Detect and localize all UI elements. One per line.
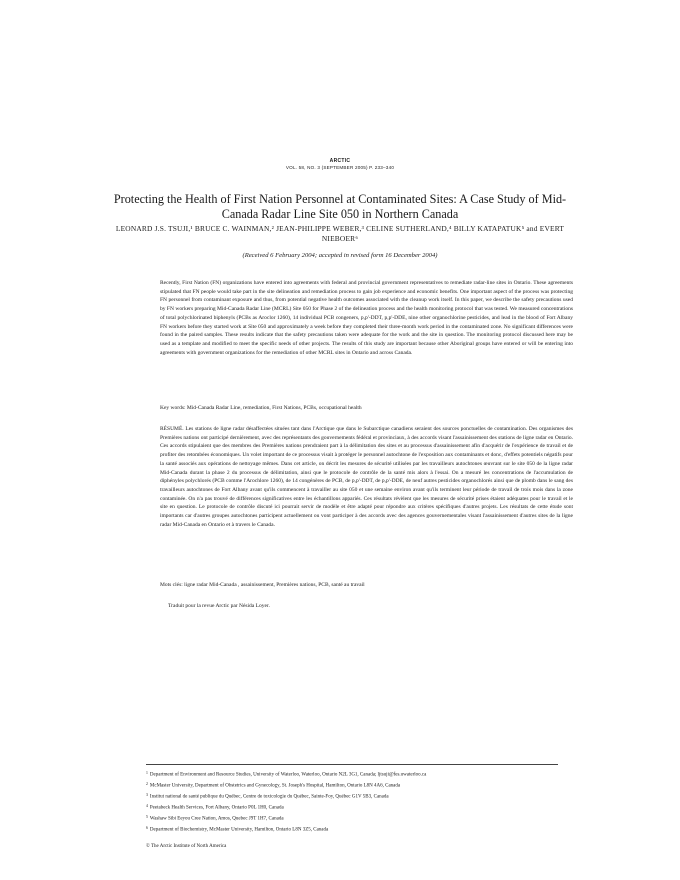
footnote-text: Institut national de santé publique du Québec, Centre de toxicologie du Québec, Sainte-Foy, Québec G1V 5B3, Canada (149, 794, 389, 800)
footnote-item (146, 802, 576, 813)
footnote-number: 1 (146, 771, 148, 775)
footnote-number: 6 (146, 825, 148, 830)
footnote-item (146, 824, 576, 835)
footnote-item (146, 780, 576, 791)
footnote-item (146, 813, 576, 824)
footnote-number: 5 (146, 814, 148, 819)
keywords: Key words: Mid-Canada Radar Line, remediation, First Nations, PCBs, occupational health (160, 405, 362, 411)
article-title: Protecting the Health of First Nation Personnel at Contaminated Sites: A Case Study of Mid-Canada Radar Line Site 050 in Northern Canada (113, 192, 567, 221)
translation-note: Traduit pour la revue Arctic par Nésida Loyer. (168, 603, 270, 609)
footnote-number: 4 (146, 803, 148, 808)
footnote-text: Peetabeck Health Services, Fort Albany, Ontario P0L 1H0, Canada (149, 805, 284, 811)
footnote-text: Washaw Sibi Eeyou Cree Nation, Amos, Quebec J9T 1H7, Canada (149, 816, 284, 822)
footnote-item (146, 791, 576, 802)
author-list: LEONARD J.S. TSUJI,¹ BRUCE C. WAINMAN,² JEAN-PHILIPPE WEBER,³ CELINE SUTHERLAND,⁴ BILLY KATAPATUK⁵ and EVERT NIEBOER⁶ (115, 224, 565, 243)
footnote-text: McMaster University, Department of Obstetrics and Gynecology, St. Joseph's Hospital, Hamilton, Ontario L8N 4A6, Canada (149, 783, 401, 789)
journal-name: ARCTIC (329, 158, 351, 164)
journal-volume: VOL. 58, NO. 3 (SEPTEMBER 2005) P. 233–340 (285, 165, 395, 170)
received-dates: (Received 6 February 2004; accepted in revised form 16 December 2004) (242, 252, 438, 259)
footnote-item (146, 769, 576, 780)
mots-cles: Mots clés: ligne radar Mid-Canada , assainissement, Premières nations, PCB, santé au travail (160, 582, 365, 588)
copyright-notice: © The Arctic Institute of North America (146, 844, 227, 849)
abstract: Recently, First Nation (FN) organizations have entered into agreements with federal and provincial government representatives to remediate radar-line sites in Ontario. These agreements stipulated that FN people would take part in the site delineation and remediation process to gain job experience and economic benefits. One important aspect of the process was protecting FN personnel from contaminant exposure and thus, from potential negative health outcomes associated with the cleanup work itself. In this paper, we describe the safety precautions used by FN workers preparing Mid-Canada Radar Line (MCRL) Site 050 for Phase 2 of the delineation process and the health monitoring protocol that was tested. We measured concentrations of total polychlorinated biphenyls (PCBs as Aroclor 1260), 14 individual PCB congeners, p,p'-DDT, p,p'-DDE, nine other organochlorine pesticides, and lead in the blood of Fort Albany FN workers before they started work at Site 050 and approximately a week before they completed their three-month work period in the contaminated zone. No significant differences were found in the paired samples. These results indicate that the safety precautions taken were adequate for the work and the site in question. The monitoring protocol discussed here may be used as a template and modified to meet the specific needs of other projects. The results of this study are important because other Aboriginal groups have entered or will be entering into agreements with government organizations for the remediation of other MCRL sites in Ontario and across Canada. (160, 280, 573, 356)
footnotes (146, 769, 576, 834)
resume-french: RÉSUMÉ. Les stations de ligne radar désaffectées situées tant dans l'Arctique que dans le Subarctique canadiens seraient des sources ponctuelles de contamination. Des organismes des Premières nations ont participé dernièrement, avec des représentants des gouvernements fédéral et provinciaux, à des accords visant l'assainissement des stations de ligne radar en Ontario. Ces accords stipulaient que des membres des Premières nations prendraient part à la délimitation des sites et au processus d'assainissement afin d'acquérir de l'expérience de travail et de profiter des retombées économiques. Un volet important de ce processus visait à protéger le personnel autochtone de l'exposition aux contaminants et donc, d'effets potentiels négatifs pour la santé associés aux opérations de nettoyage mêmes. Dans cet article, on décrit les mesures de sécurité utilisées par les travailleurs autochtones œuvrant sur le site 050 de la ligne radar Mid-Canada durant la phase 2 du processus de délimitation, ainsi que le protocole de contrôle de la santé mis alors à l'essai. On a mesuré les concentrations de l'accumulation de diphényles polychlorés (PCB comme l'Arochlore 1260), de 14 congénères de PCB, de p,p'-DDT, de p,p'-DDE, de neuf autres pesticides organochlorés ainsi que de plomb dans le sang des travailleurs autochtones de Fort Albany avant qu'ils commencent à travailler au site 050 et une semaine environ avant qu'ils terminent leur période de travail de trois mois dans la zone contaminée. On n'a pas trouvé de différences significatives entre les échantillons appariés. Ces résultats révèlent que les mesures de sécurité prises étaient adéquates pour le travail et le site en question. Le protocole de contrôle discuté ici pourrait servir de modèle et être adapté pour répondre aux critères spécifiques d'autres projets. Les résultats de cette étude sont importants car d'autres groupes autochtones participent actuellement ou vont participer à des accords avec des agences gouvernementales visant l'assainissement d'autres sites de la ligne radar Mid-Canada en Ontario et à travers le Canada. (160, 426, 573, 528)
footnote-number: 3 (146, 792, 148, 797)
footnote-number: 2 (146, 781, 148, 786)
footnote-divider (146, 764, 558, 765)
footnote-text: Department of Environment and Resource Studies, University of Waterloo, Waterloo, Ontario N2L 3G1, Canada; ljtsuji@fes.uwaterloo.ca (149, 772, 427, 778)
footnote-text: Department of Biochemistry, McMaster University, Hamilton, Ontario L8N 3Z5, Canada (149, 827, 329, 833)
